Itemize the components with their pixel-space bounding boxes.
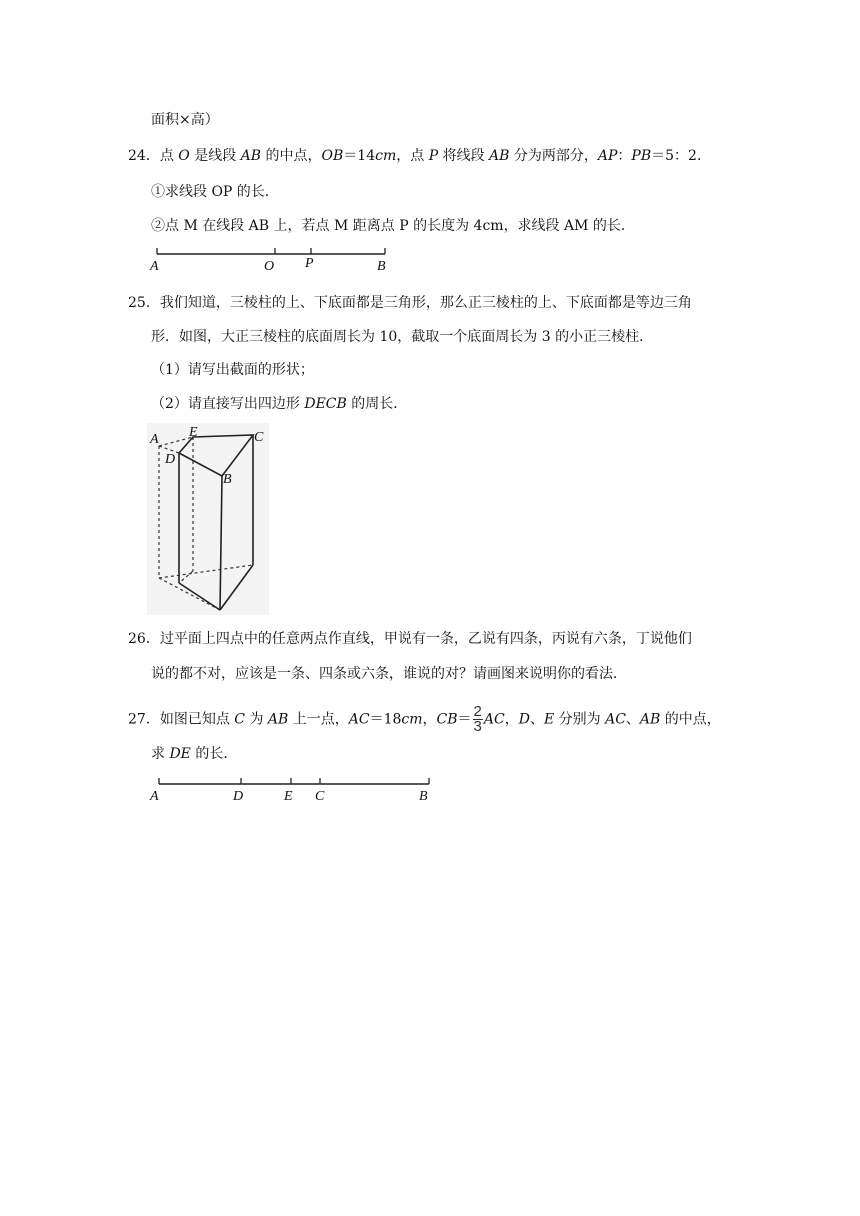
q24-var: PB <box>631 148 652 164</box>
label-b: B <box>419 789 428 804</box>
q25-sub2-text: 的周长． <box>346 396 408 412</box>
q24-segment-figure <box>145 245 395 275</box>
q27-text: 求 <box>151 746 170 762</box>
q27-number: 27． <box>128 711 160 728</box>
q27-text: 、 <box>625 711 640 728</box>
q25-sub2 <box>151 394 407 414</box>
q25-sub1: （1）请写出截面的形状； <box>151 362 314 378</box>
q24-var: AB <box>489 148 510 164</box>
q24-text: 的中点， <box>261 148 322 164</box>
q27-var: AC <box>348 711 370 728</box>
fraction-two-thirds <box>473 705 483 734</box>
label-c: C <box>315 789 325 804</box>
label-d: D <box>165 452 176 467</box>
label-p: P <box>305 256 314 271</box>
q25-sub2-text: （2）请直接写出四边形 <box>151 396 305 412</box>
q27-segment-figure <box>145 775 440 805</box>
q25-line2: 形．如图，大正三棱柱的底面周长为 10，截取一个底面周长为 3 的小正三棱柱． <box>151 329 654 345</box>
q26-number: 26． <box>128 631 160 647</box>
q25-prism-figure <box>147 423 269 615</box>
q26-text: 过平面上四点中的任意两点作直线，甲说有一条，乙说有四条，丙说有六条，丁说他们 <box>159 631 692 647</box>
label-e: E <box>284 789 293 804</box>
q24-line1 <box>128 146 711 166</box>
fraction-denominator: 3 <box>473 718 482 735</box>
q27-var: CB <box>436 711 458 728</box>
q24-number: 24． <box>128 148 160 164</box>
q27-var: AB <box>639 711 661 728</box>
q24-text: 是线段 <box>189 148 241 164</box>
q27-text: 如图已知点 <box>159 711 235 728</box>
label-a: A <box>150 432 159 447</box>
fraction-numerator: 2 <box>473 703 482 720</box>
q27-text: 为 <box>245 711 268 728</box>
q25-text: 我们知道，三棱柱的上、下底面都是三角形，那么正三棱柱的上、下底面都是等边三角 <box>159 295 692 311</box>
q23-tail-text: 面积×高） <box>151 112 219 128</box>
q27-var: AC <box>605 711 626 728</box>
label-a: A <box>150 789 159 804</box>
q27-var: E <box>543 711 555 728</box>
q24-var: O <box>178 148 190 164</box>
label-b: B <box>377 259 386 274</box>
q27-text: 上一点， <box>288 711 349 728</box>
q25-line1 <box>128 293 692 313</box>
label-a: A <box>150 259 159 274</box>
q27-var: AC <box>483 711 505 728</box>
q27-text: ＝18 <box>369 711 402 728</box>
q25-number: 25． <box>128 295 160 311</box>
q24-text: ＝14 <box>343 148 376 164</box>
q24-sub2: ②点 M 在线段 AB 上，若点 M 距离点 P 的长度为 4cm，求线段 AM 的长． <box>151 218 635 234</box>
q24-text: ，点 <box>396 148 429 164</box>
q24-sub1: ①求线段 OP 的长． <box>151 184 279 200</box>
q27-var: C <box>234 711 245 728</box>
q27-var: AB <box>267 711 289 728</box>
q26-line2: 说的都不对，应该是一条、四条或六条，谁说的对？请画图来说明你的看法． <box>151 666 627 682</box>
q27-unit: cm <box>401 711 423 728</box>
q27-text: 分别为 <box>554 711 606 728</box>
q24-var: AP <box>597 148 618 164</box>
label-e: E <box>189 425 198 440</box>
q24-var: AB <box>240 148 262 164</box>
label-o: O <box>264 259 275 274</box>
q27-text: ， <box>504 711 519 728</box>
q27-text: 的中点， <box>660 711 721 728</box>
q24-var: P <box>428 148 439 164</box>
q27-line1 <box>128 705 721 734</box>
label-c: C <box>254 430 264 445</box>
q27-text: ＝ <box>457 711 472 728</box>
q24-unit: cm <box>375 148 397 164</box>
label-b: B <box>223 472 232 487</box>
q27-text: 的长． <box>190 746 238 762</box>
q24-text: 将线段 <box>438 148 490 164</box>
q27-line2 <box>151 744 237 764</box>
q24-text: ＝5：2． <box>651 148 711 164</box>
q24-text: ： <box>617 148 632 164</box>
q27-var: DE <box>169 746 191 762</box>
q24-text: 分为两部分， <box>509 148 598 164</box>
q27-var: D <box>518 711 530 728</box>
q24-text: 点 <box>159 148 179 164</box>
q25-sub2-var: DECB <box>304 396 347 412</box>
q24-var: OB <box>321 148 344 164</box>
q27-text: 、 <box>529 711 544 728</box>
label-d: D <box>233 789 244 804</box>
q27-text: ， <box>422 711 437 728</box>
q26-line1 <box>128 629 692 649</box>
